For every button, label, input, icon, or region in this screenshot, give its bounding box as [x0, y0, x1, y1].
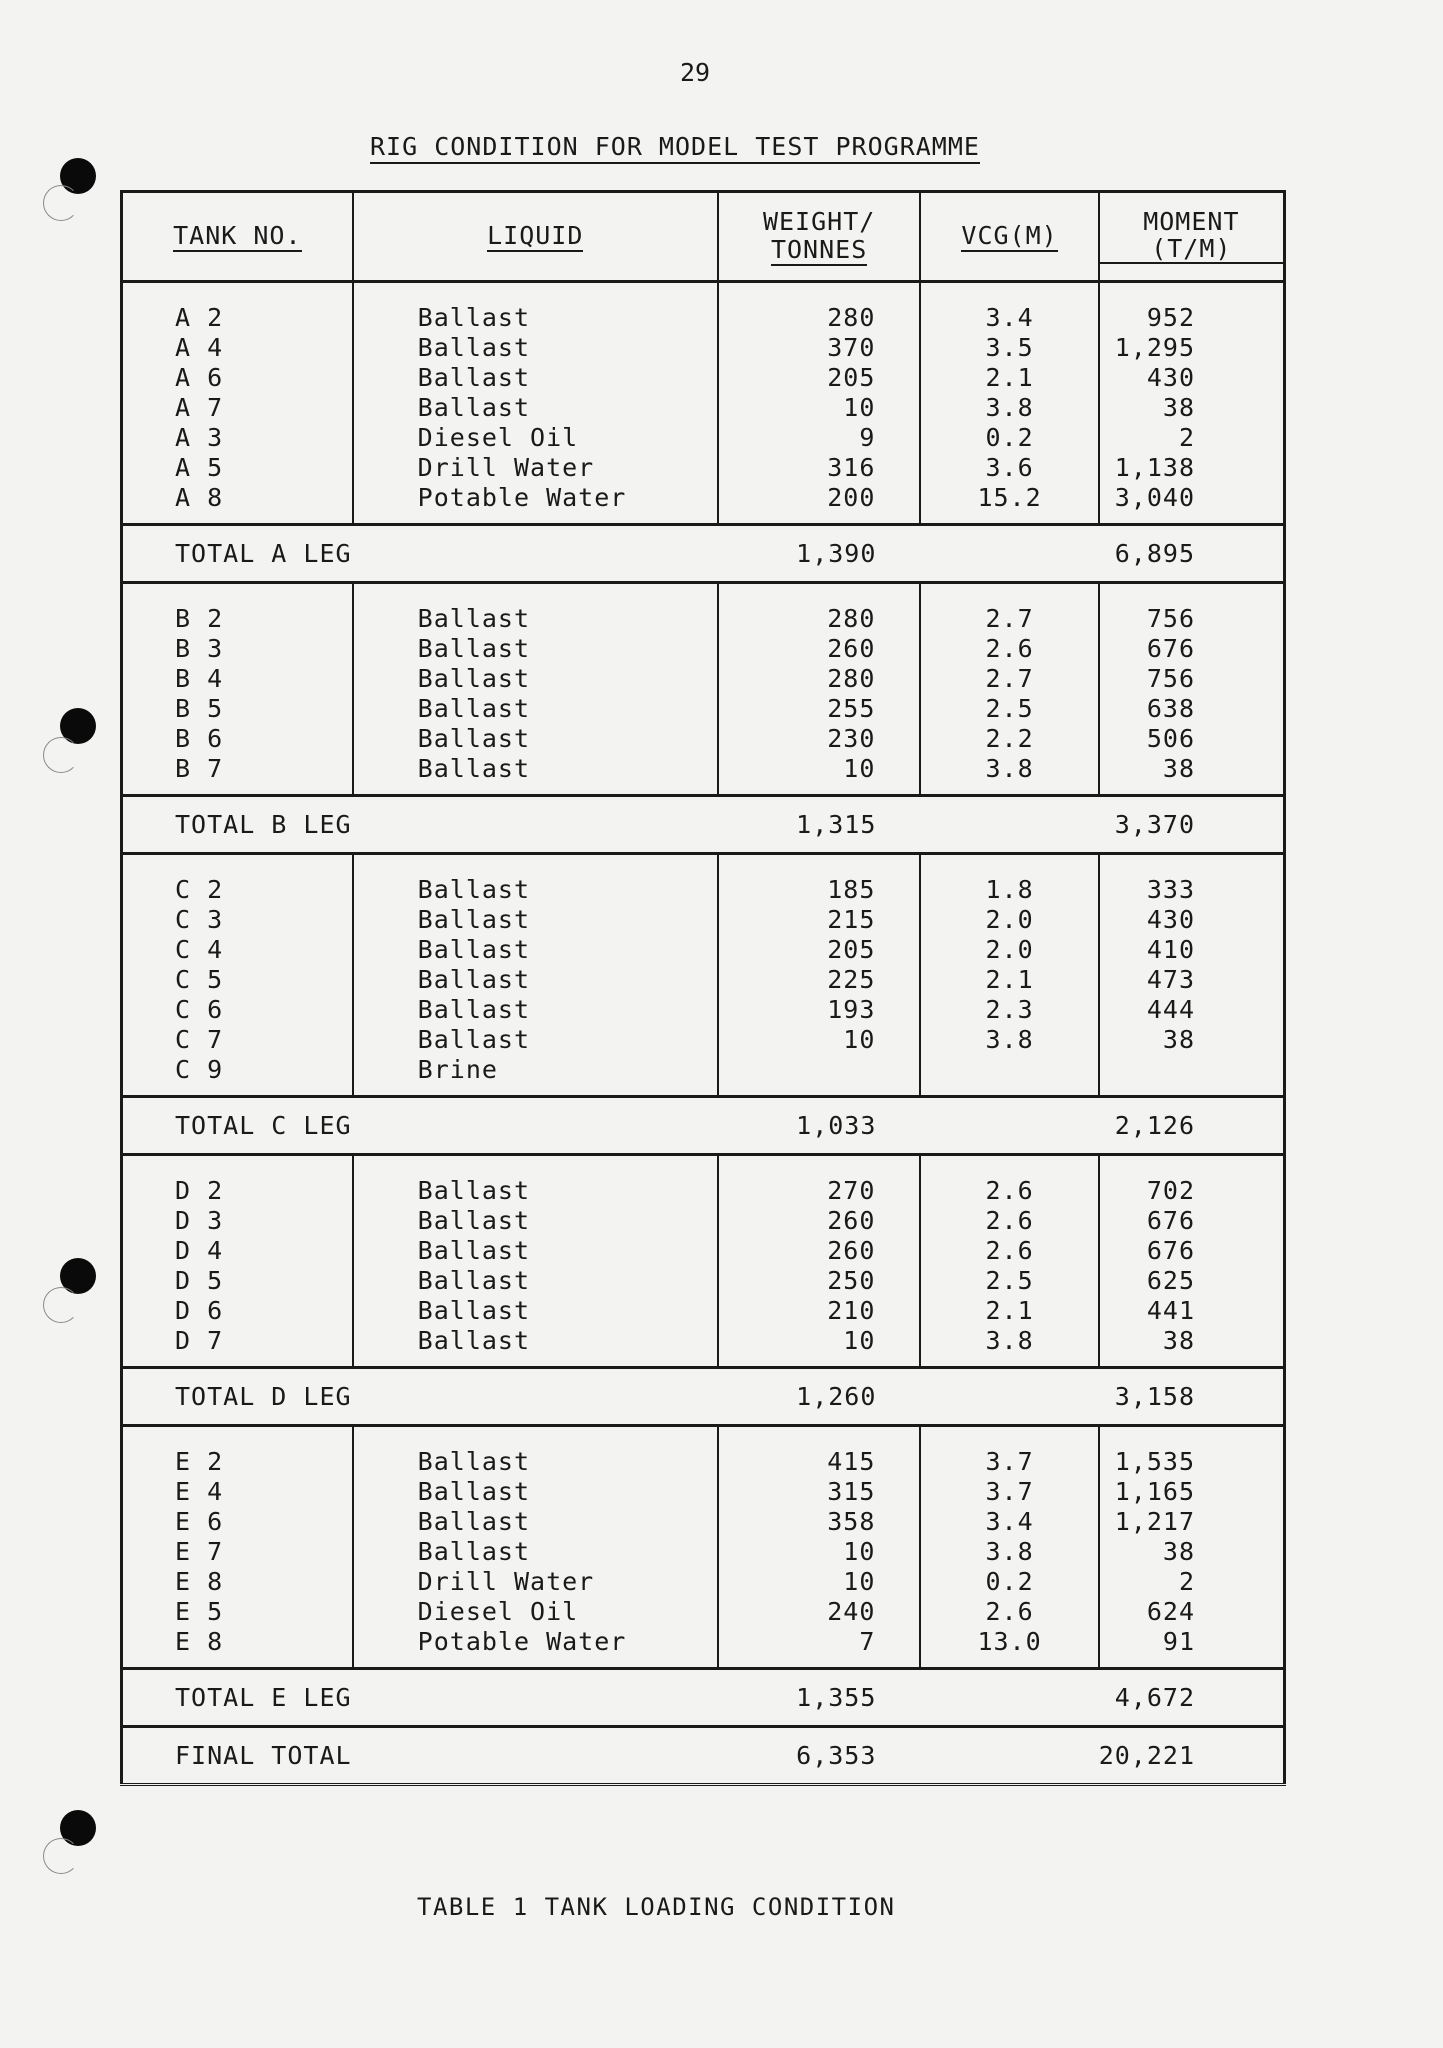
liquid-cell [353, 583, 718, 796]
vcg-value: 13.0 [977, 1627, 1042, 1656]
moment-value: 625 [1146, 1266, 1195, 1295]
tank-loading-table [120, 190, 1286, 1786]
liquid-value: Potable Water [417, 483, 627, 512]
tank-no-value: E 6 [175, 1507, 224, 1536]
tank-no-value: B 4 [175, 664, 224, 693]
liquid-value: Drill Water [417, 1567, 595, 1596]
tank-no-value: A 4 [175, 333, 224, 362]
tank-group [122, 583, 1285, 796]
moment-value: 410 [1146, 935, 1195, 964]
leg-total-row [122, 1368, 1285, 1426]
tank-no-value: C 5 [175, 965, 224, 994]
liquid-cell [353, 1155, 718, 1368]
tank-group [122, 854, 1285, 1097]
moment-value: 1,217 [1114, 1507, 1195, 1536]
vcg-value: 2.0 [985, 905, 1034, 934]
moment-value: 676 [1146, 1236, 1195, 1265]
vcg-value: 3.8 [985, 1537, 1034, 1566]
tank-no-value: E 7 [175, 1537, 224, 1566]
weight-value: 7 [859, 1627, 876, 1656]
liquid-value: Ballast [417, 604, 531, 633]
liquid-value: Ballast [417, 1477, 531, 1506]
tank-no-value: C 4 [175, 935, 224, 964]
vcg-value: 3.8 [985, 393, 1034, 422]
weight-value: 225 [827, 965, 876, 994]
moment-value: 38 [1162, 393, 1195, 422]
moment-value: 676 [1146, 1206, 1195, 1235]
moment-value [1100, 1055, 1195, 1085]
leg-total-moment: 6,895 [1099, 525, 1285, 583]
moment-value: 444 [1146, 995, 1195, 1024]
weight-value: 260 [827, 1206, 876, 1235]
leg-total-label: TOTAL D LEG [122, 1368, 718, 1426]
liquid-value: Ballast [417, 1447, 531, 1476]
weight-value: 280 [827, 604, 876, 633]
weight-value: 10 [843, 393, 876, 422]
moment-value: 38 [1162, 754, 1195, 783]
weight-value: 370 [827, 333, 876, 362]
vcg-value: 2.5 [985, 694, 1034, 723]
weight-value: 10 [843, 1025, 876, 1054]
vcg-value: 2.7 [985, 664, 1034, 693]
header-liquid: LIQUID [353, 192, 718, 282]
tank-no-value: A 8 [175, 483, 224, 512]
vcg-value: 3.7 [985, 1477, 1034, 1506]
punch-hole-ring [43, 1838, 79, 1874]
leg-total-vcg-blank [920, 525, 1098, 583]
header-weight-line1: WEIGHT/ [762, 206, 876, 236]
weight-value: 193 [827, 995, 876, 1024]
weight-value: 10 [843, 1537, 876, 1566]
vcg-value: 2.0 [985, 935, 1034, 964]
moment-value: 506 [1146, 724, 1195, 753]
liquid-value: Ballast [417, 1296, 531, 1325]
moment-value: 1,295 [1114, 333, 1195, 362]
leg-total-row [122, 1669, 1285, 1727]
weight-value: 270 [827, 1176, 876, 1205]
vcg-value: 2.3 [985, 995, 1034, 1024]
liquid-value: Ballast [417, 965, 531, 994]
moment-value: 333 [1146, 875, 1195, 904]
tank-no-cell [122, 583, 353, 796]
moment-value: 430 [1146, 363, 1195, 392]
vcg-value: 3.4 [985, 303, 1034, 332]
moment-value: 3,040 [1114, 483, 1195, 512]
tank-no-value: B 2 [175, 604, 224, 633]
vcg-value: 2.6 [985, 1236, 1034, 1265]
weight-value: 200 [827, 483, 876, 512]
liquid-value: Ballast [417, 1176, 531, 1205]
leg-total-vcg-blank [920, 1669, 1098, 1727]
weight-value: 230 [827, 724, 876, 753]
moment-value: 2 [1178, 423, 1195, 452]
vcg-value: 2.6 [985, 1176, 1034, 1205]
liquid-value: Ballast [417, 1507, 531, 1536]
leg-total-weight: 1,260 [718, 1368, 921, 1426]
weight-value: 415 [827, 1447, 876, 1476]
weight-value: 10 [843, 1567, 876, 1596]
liquid-value: Ballast [417, 1236, 531, 1265]
vcg-cell [920, 1426, 1098, 1669]
liquid-value: Brine [417, 1055, 498, 1084]
tank-no-value: B 5 [175, 694, 224, 723]
moment-cell [1099, 854, 1285, 1097]
header-tank-no: TANK NO. [122, 192, 353, 282]
tank-group [122, 282, 1285, 525]
moment-value: 756 [1146, 604, 1195, 633]
tank-no-value: C 7 [175, 1025, 224, 1054]
weight-value: 260 [827, 634, 876, 663]
leg-total-label: TOTAL A LEG [122, 525, 718, 583]
leg-total-moment: 4,672 [1099, 1669, 1285, 1727]
table-header-row [122, 192, 1285, 282]
liquid-value: Ballast [417, 875, 531, 904]
final-total-vcg-blank [920, 1727, 1098, 1785]
tank-no-value: E 8 [175, 1567, 224, 1596]
tank-no-cell [122, 854, 353, 1097]
table-caption: TABLE 1 TANK LOADING CONDITION [417, 1893, 896, 1921]
punch-hole-ring [43, 1287, 79, 1323]
liquid-value: Ballast [417, 1537, 531, 1566]
header-weight-line2: TONNES [770, 235, 868, 265]
weight-cell [718, 1426, 921, 1669]
leg-total-weight: 1,033 [718, 1097, 921, 1155]
weight-value: 358 [827, 1507, 876, 1536]
liquid-cell [353, 1426, 718, 1669]
leg-total-vcg-blank [920, 1368, 1098, 1426]
liquid-value: Ballast [417, 664, 531, 693]
weight-value: 260 [827, 1236, 876, 1265]
moment-value: 1,138 [1114, 453, 1195, 482]
weight-cell [718, 282, 921, 525]
header-moment: MOMENT (T/M) [1099, 192, 1285, 282]
leg-total-moment: 2,126 [1099, 1097, 1285, 1155]
vcg-value: 2.5 [985, 1266, 1034, 1295]
liquid-value: Drill Water [417, 453, 595, 482]
vcg-value: 15.2 [977, 483, 1042, 512]
vcg-value: 2.2 [985, 724, 1034, 753]
vcg-value: 2.1 [985, 1296, 1034, 1325]
liquid-value: Ballast [417, 1326, 531, 1355]
header-weight [718, 192, 921, 282]
weight-value: 250 [827, 1266, 876, 1295]
moment-value: 2 [1178, 1567, 1195, 1596]
moment-value: 1,165 [1114, 1477, 1195, 1506]
moment-value: 441 [1146, 1296, 1195, 1325]
tank-no-value: A 6 [175, 363, 224, 392]
vcg-value: 3.7 [985, 1447, 1034, 1476]
leg-total-label: TOTAL C LEG [122, 1097, 718, 1155]
weight-value: 316 [827, 453, 876, 482]
vcg-value: 3.6 [985, 453, 1034, 482]
tank-no-value: E 2 [175, 1447, 224, 1476]
tank-no-cell [122, 282, 353, 525]
liquid-value: Ballast [417, 724, 531, 753]
moment-value: 676 [1146, 634, 1195, 663]
tank-no-value: D 2 [175, 1176, 224, 1205]
vcg-value: 1.8 [985, 875, 1034, 904]
leg-total-row [122, 525, 1285, 583]
vcg-cell [920, 282, 1098, 525]
leg-total-weight: 1,315 [718, 796, 921, 854]
weight-value: 10 [843, 1326, 876, 1355]
liquid-value: Ballast [417, 905, 531, 934]
punch-hole-ring [43, 737, 79, 773]
moment-cell [1099, 1155, 1285, 1368]
tank-no-value: A 7 [175, 393, 224, 422]
punch-hole-ring [43, 185, 79, 221]
weight-cell [718, 583, 921, 796]
moment-value: 430 [1146, 905, 1195, 934]
liquid-value: Diesel Oil [417, 1597, 579, 1626]
leg-total-weight: 1,355 [718, 1669, 921, 1727]
tank-no-value: E 8 [175, 1627, 224, 1656]
moment-value: 702 [1146, 1176, 1195, 1205]
tank-no-value: C 6 [175, 995, 224, 1024]
vcg-value: 2.6 [985, 1597, 1034, 1626]
leg-total-vcg-blank [920, 796, 1098, 854]
weight-cell [718, 1155, 921, 1368]
tank-no-value: D 3 [175, 1206, 224, 1235]
moment-value: 38 [1162, 1025, 1195, 1054]
tank-no-cell [122, 1155, 353, 1368]
weight-value: 280 [827, 664, 876, 693]
final-total-label: FINAL TOTAL [122, 1727, 718, 1785]
vcg-value: 3.8 [985, 1025, 1034, 1054]
vcg-value: 2.1 [985, 363, 1034, 392]
moment-value: 1,535 [1114, 1447, 1195, 1476]
liquid-cell [353, 854, 718, 1097]
weight-value: 255 [827, 694, 876, 723]
weight-value [719, 1055, 876, 1085]
vcg-value [921, 1055, 1097, 1085]
liquid-value: Ballast [417, 1266, 531, 1295]
leg-total-weight: 1,390 [718, 525, 921, 583]
moment-cell [1099, 1426, 1285, 1669]
weight-value: 205 [827, 363, 876, 392]
final-total-moment: 20,221 [1099, 1727, 1285, 1785]
liquid-value: Ballast [417, 1025, 531, 1054]
weight-value: 240 [827, 1597, 876, 1626]
final-total-row [122, 1727, 1285, 1785]
weight-cell [718, 854, 921, 1097]
leg-total-label: TOTAL B LEG [122, 796, 718, 854]
weight-value: 215 [827, 905, 876, 934]
leg-total-moment: 3,370 [1099, 796, 1285, 854]
tank-group [122, 1155, 1285, 1368]
vcg-value: 2.7 [985, 604, 1034, 633]
leg-total-moment: 3,158 [1099, 1368, 1285, 1426]
tank-no-value: D 5 [175, 1266, 224, 1295]
vcg-cell [920, 854, 1098, 1097]
vcg-value: 3.8 [985, 754, 1034, 783]
page-number: 29 [679, 58, 711, 87]
liquid-value: Ballast [417, 935, 531, 964]
tank-no-value: E 4 [175, 1477, 224, 1506]
vcg-value: 2.6 [985, 1206, 1034, 1235]
vcg-value: 3.4 [985, 1507, 1034, 1536]
moment-value: 473 [1146, 965, 1195, 994]
leg-total-vcg-blank [920, 1097, 1098, 1155]
tank-no-cell [122, 1426, 353, 1669]
liquid-value: Ballast [417, 995, 531, 1024]
liquid-value: Ballast [417, 393, 531, 422]
tank-no-value: A 5 [175, 453, 224, 482]
tank-no-value: C 2 [175, 875, 224, 904]
moment-value: 638 [1146, 694, 1195, 723]
liquid-value: Ballast [417, 303, 531, 332]
liquid-value: Potable Water [417, 1627, 627, 1656]
final-total-weight: 6,353 [718, 1727, 921, 1785]
leg-total-label: TOTAL E LEG [122, 1669, 718, 1727]
vcg-value: 0.2 [985, 1567, 1034, 1596]
page-title: RIG CONDITION FOR MODEL TEST PROGRAMME [370, 132, 980, 164]
weight-value: 205 [827, 935, 876, 964]
tank-no-value: D 7 [175, 1326, 224, 1355]
moment-value: 624 [1146, 1597, 1195, 1626]
moment-cell [1099, 583, 1285, 796]
liquid-value: Diesel Oil [417, 423, 579, 452]
tank-no-value: D 6 [175, 1296, 224, 1325]
moment-value: 756 [1146, 664, 1195, 693]
tank-no-value: A 3 [175, 423, 224, 452]
tank-no-value: C 9 [175, 1055, 224, 1084]
weight-value: 10 [843, 754, 876, 783]
table-body [122, 282, 1285, 1785]
weight-value: 280 [827, 303, 876, 332]
moment-value: 952 [1146, 303, 1195, 332]
vcg-value: 3.8 [985, 1326, 1034, 1355]
weight-value: 315 [827, 1477, 876, 1506]
tank-no-value: E 5 [175, 1597, 224, 1626]
liquid-value: Ballast [417, 634, 531, 663]
weight-value: 9 [859, 423, 876, 452]
tank-no-value: B 7 [175, 754, 224, 783]
tank-no-value: D 4 [175, 1236, 224, 1265]
header-vcg: VCG(M) [920, 192, 1098, 282]
tank-no-value: A 2 [175, 303, 224, 332]
liquid-value: Ballast [417, 754, 531, 783]
moment-value: 38 [1162, 1537, 1195, 1566]
vcg-value: 2.1 [985, 965, 1034, 994]
tank-no-value: C 3 [175, 905, 224, 934]
liquid-value: Ballast [417, 1206, 531, 1235]
vcg-value: 2.6 [985, 634, 1034, 663]
vcg-cell [920, 1155, 1098, 1368]
liquid-value: Ballast [417, 694, 531, 723]
weight-value: 185 [827, 875, 876, 904]
tank-group [122, 1426, 1285, 1669]
moment-value: 91 [1162, 1627, 1195, 1656]
weight-value: 210 [827, 1296, 876, 1325]
moment-value: 38 [1162, 1326, 1195, 1355]
liquid-cell [353, 282, 718, 525]
moment-cell [1099, 282, 1285, 525]
leg-total-row [122, 796, 1285, 854]
tank-no-value: B 6 [175, 724, 224, 753]
vcg-cell [920, 583, 1098, 796]
tank-no-value: B 3 [175, 634, 224, 663]
vcg-value: 0.2 [985, 423, 1034, 452]
vcg-value: 3.5 [985, 333, 1034, 362]
liquid-value: Ballast [417, 363, 531, 392]
liquid-value: Ballast [417, 333, 531, 362]
leg-total-row [122, 1097, 1285, 1155]
